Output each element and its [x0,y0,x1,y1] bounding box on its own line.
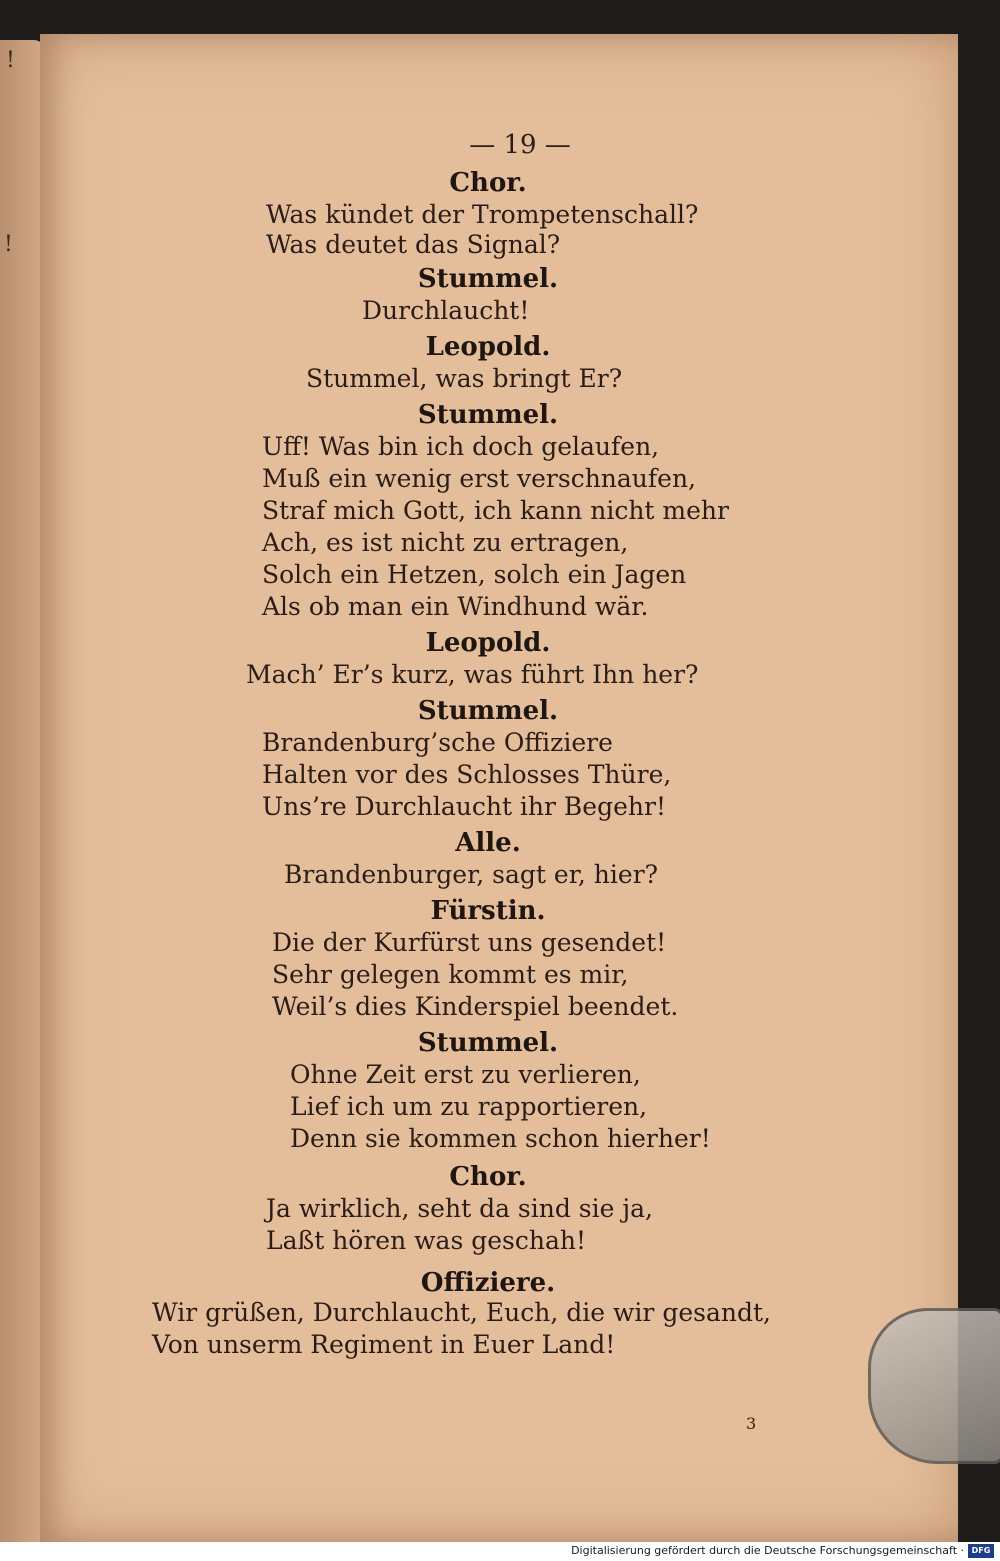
verse-line: Ja wirklich, seht da sind sie ja, [266,1194,653,1223]
speaker-heading: Stummel. [417,1028,559,1058]
verse-line: Solch ein Hetzen, solch ein Jagen [262,560,687,589]
funding-notice: Digitalisierung gefördert durch die Deutsche Forschungsgemeinschaft · [571,1544,964,1557]
verse-line: Brandenburger, sagt er, hier? [284,860,659,889]
signature-mark: 3 [746,1414,757,1433]
previous-page-edge [0,40,44,1550]
speaker-heading: Chor. [449,168,527,198]
verse-line: Weil’s dies Kinderspiel beendet. [272,992,679,1021]
speaker-heading: Stummel. [417,264,559,294]
speaker-heading: Stummel. [417,400,559,430]
speaker-heading: Stummel. [417,696,559,726]
verse-line: Muß ein wenig erst verschnaufen, [262,464,696,493]
verse-line: Sehr gelegen kommt es mir, [272,960,629,989]
verse-line: Durchlaucht! [362,296,530,325]
verse-line: Die der Kurfürst uns gesendet! [272,928,667,957]
verse-line: Was kündet der Trompetenschall? [266,200,699,229]
previous-page-mark: ! [4,232,13,257]
speaker-heading: Leopold. [425,628,551,658]
book-page [40,34,958,1542]
page-clip [868,1308,1000,1464]
verse-line: Brandenburg’sche Offiziere [262,728,613,757]
previous-page-mark: ! [6,48,15,73]
verse-line: Ohne Zeit erst zu verlieren, [290,1060,641,1089]
verse-line: Uns’re Durchlaucht ihr Begehr! [262,792,666,821]
verse-line: Mach’ Er’s kurz, was führt Ihn her? [246,660,699,689]
page-number: — 19 — [469,130,571,160]
verse-line: Denn sie kommen schon hierher! [290,1124,711,1153]
verse-line: Als ob man ein Windhund wär. [262,592,649,621]
speaker-heading: Chor. [449,1162,527,1192]
verse-line: Straf mich Gott, ich kann nicht mehr [262,496,729,525]
speaker-heading: Leopold. [425,332,551,362]
verse-line: Uff! Was bin ich doch gelaufen, [262,432,660,461]
verse-line: Wir grüßen, Durchlaucht, Euch, die wir gesandt, [152,1298,771,1327]
verse-line: Halten vor des Schlosses Thüre, [262,760,672,789]
verse-line: Laßt hören was geschah! [266,1226,587,1255]
speaker-heading: Alle. [455,828,521,858]
footer-bar [0,1542,1000,1561]
verse-line: Lief ich um zu rapportieren, [290,1092,648,1121]
verse-line: Von unserm Regiment in Euer Land! [152,1330,616,1359]
verse-line: Ach, es ist nicht zu ertragen, [262,528,629,557]
verse-line: Was deutet das Signal? [266,230,561,259]
speaker-heading: Fürstin. [430,896,546,926]
dfg-logo-icon: DFG [968,1544,994,1558]
speaker-heading: Offiziere. [420,1268,556,1298]
verse-line: Stummel, was bringt Er? [306,364,623,393]
